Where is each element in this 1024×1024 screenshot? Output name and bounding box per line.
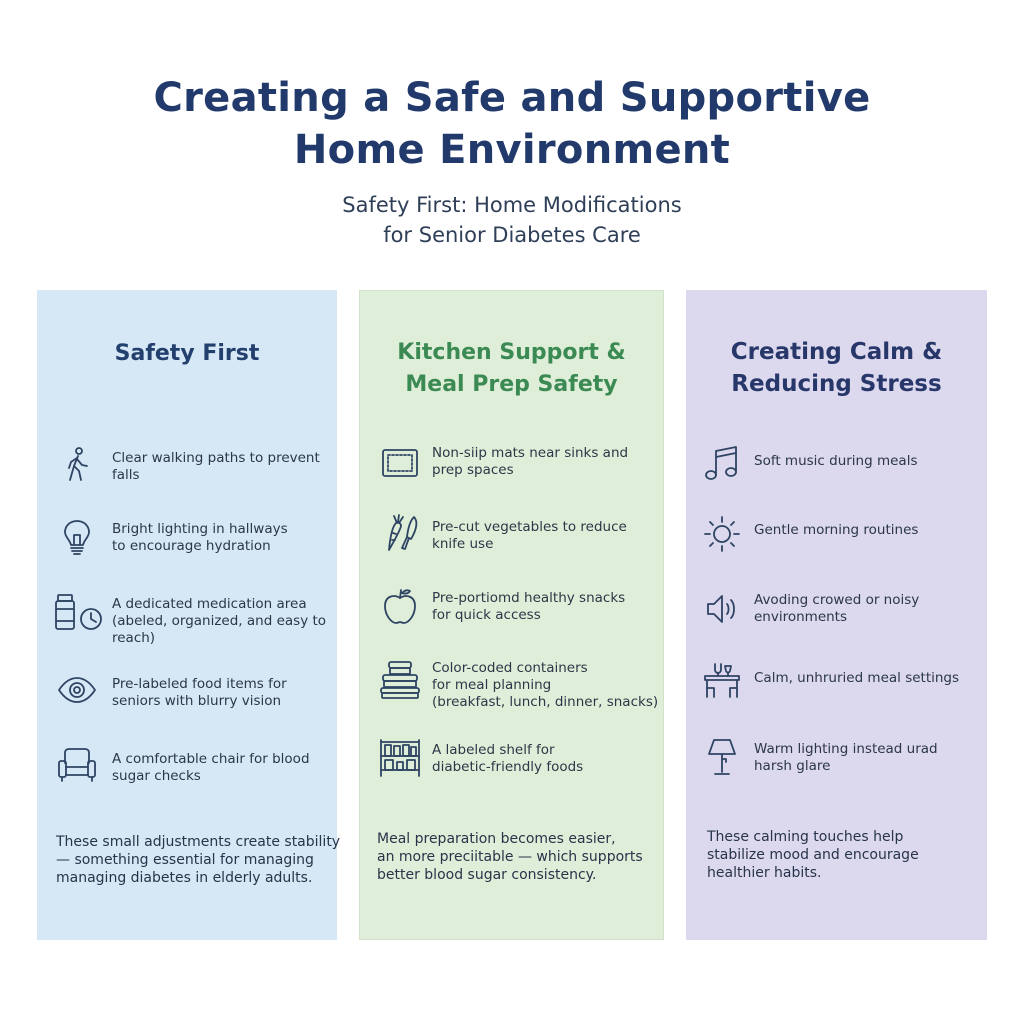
item-text-line: (breakfast, lunch, dinner, snacks)	[432, 694, 659, 710]
item-text-line: reach)	[112, 630, 156, 646]
walking-person-icon	[57, 444, 97, 484]
panel-footer	[56, 833, 340, 887]
footer-line: better blood sugar consistency.	[377, 867, 597, 883]
item-text-line: diabetic-friendly foods	[432, 759, 584, 775]
sun-icon	[702, 514, 742, 554]
containers-icon	[378, 660, 422, 700]
heading-line: Creating Calm &	[730, 339, 943, 365]
item-text-line: environments	[754, 609, 848, 625]
panel-safety-first	[37, 290, 341, 940]
item-text-line: Warm lighting instead urad	[754, 741, 938, 757]
item-text-line: Gentle morning routines	[754, 522, 919, 538]
page-title	[0, 72, 1024, 176]
item-text-line: Non-siip mats near sinks and	[432, 445, 629, 461]
armchair-icon	[57, 745, 97, 785]
footer-line: These calming touches help	[707, 829, 904, 845]
item-text-line: harsh glare	[754, 758, 831, 774]
footer-line: These small adjustments create stability	[56, 834, 341, 850]
heading-line: Reducing Stress	[731, 371, 942, 397]
footer-line: healthier habits.	[707, 865, 822, 881]
lamp-icon	[702, 737, 742, 777]
item-text-line: Pre-cut vegetables to reduce	[432, 519, 627, 535]
dining-table-icon	[702, 660, 742, 700]
item-text-line: for meal planning	[432, 677, 552, 693]
footer-line: an more preciitable — which supports	[377, 849, 643, 865]
apple-icon	[380, 586, 420, 626]
speaker-icon	[702, 589, 742, 629]
subtitle-line: Safety First: Home Modifications	[342, 193, 682, 217]
item-text-line: to encourage hydration	[112, 538, 271, 554]
panel-heading	[686, 336, 987, 400]
item-text-line: seniors with blurry vision	[112, 693, 282, 709]
item-text-line: sugar checks	[112, 768, 201, 784]
item-text-line: Calm, unhruried meal settings	[754, 670, 960, 686]
panel-footer	[377, 830, 643, 884]
lightbulb-icon	[57, 517, 97, 557]
heading-line: Safety First	[114, 341, 260, 366]
item-text-line: knife use	[432, 536, 494, 552]
item-text-line: Avoding crowed or noisy	[754, 592, 920, 608]
item-text-line: Clear walking paths to prevent	[112, 450, 320, 466]
item-text-line: A dedicated medication area	[112, 596, 307, 612]
medication-clock-icon	[53, 592, 105, 632]
title-line: Home Environment	[293, 127, 731, 173]
footer-line: managing diabetes in elderly adults.	[56, 870, 313, 886]
item-text-line: Soft music during meals	[754, 453, 918, 469]
carrot-knife-icon	[384, 513, 424, 553]
footer-line: Meal preparation becomes easier,	[377, 831, 616, 847]
panel-kitchen-support	[359, 290, 664, 940]
item-text-line: Color-coded containers	[432, 660, 588, 676]
footer-line: stabilize mood and encourage	[707, 847, 919, 863]
title-line: Creating a Safe and Supportive	[153, 75, 871, 121]
item-text-line: prep spaces	[432, 462, 514, 478]
item-text-line: falls	[112, 467, 140, 483]
footer-line: — something essential for managing	[56, 852, 314, 868]
eye-icon	[57, 670, 97, 710]
panel-heading	[360, 337, 663, 401]
panel-heading	[37, 338, 337, 370]
item-text-line: Pre-labeled food items for	[112, 676, 287, 692]
shelf-icon	[378, 738, 422, 778]
item-text-line: Pre-portiomd healthy snacks	[432, 590, 626, 606]
item-text-line: for quick access	[432, 607, 541, 623]
non-slip-mat-icon	[380, 443, 420, 483]
item-text-line: (abeled, organized, and easy to	[112, 613, 327, 629]
panel-footer	[707, 828, 919, 882]
item-text-line: A labeled shelf for	[432, 742, 555, 758]
panel-calm-stress	[686, 290, 987, 940]
item-text-line: A comfortable chair for blood	[112, 751, 310, 767]
heading-line: Kitchen Support &	[397, 340, 626, 365]
subtitle-line: for Senior Diabetes Care	[383, 223, 641, 247]
item-text-line: Bright lighting in hallways	[112, 521, 288, 537]
page-subtitle	[0, 190, 1024, 250]
heading-line: Meal Prep Safety	[405, 372, 618, 397]
music-note-icon	[702, 444, 742, 484]
